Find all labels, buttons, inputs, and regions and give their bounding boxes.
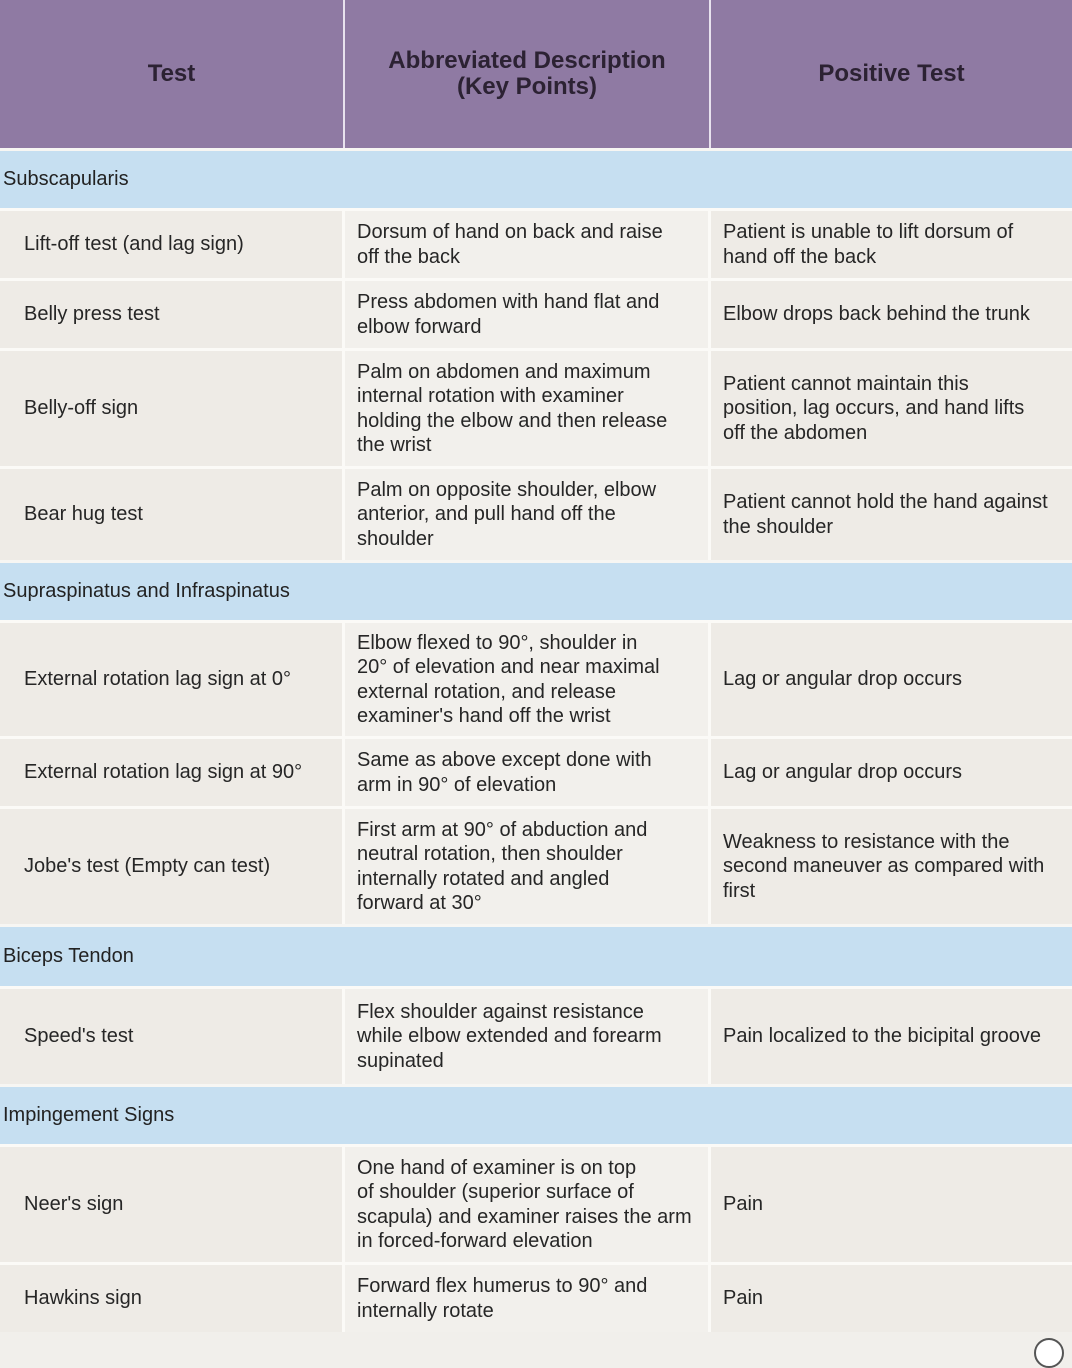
cell-test xyxy=(0,351,345,466)
cell-description-text: Same as above except done with arm in 90° of elevation xyxy=(357,749,652,796)
cell-test xyxy=(0,469,345,560)
header-test: Test xyxy=(0,0,345,148)
cell-test-text: Belly-off sign xyxy=(24,397,139,420)
cell-description xyxy=(345,623,711,736)
cell-test-text: Neer's sign xyxy=(24,1193,124,1216)
cell-description-text: Forward flex humerus to 90° and internally rotate xyxy=(357,1275,648,1322)
cell-positive-test xyxy=(711,989,1072,1084)
table-row xyxy=(0,806,1072,924)
cell-positive-test xyxy=(711,623,1072,736)
cell-description-text: Elbow flexed to 90°, shoulder in 20° of elevation and near maximal external rotation, and release examiner's hand off the wrist xyxy=(357,631,660,727)
cell-test xyxy=(0,739,345,806)
cell-positive-test xyxy=(711,1265,1072,1332)
cell-positive-test-text: Elbow drops back behind the trunk xyxy=(723,303,1030,326)
cell-test-text: Bear hug test xyxy=(24,503,143,526)
cell-description xyxy=(345,351,711,466)
cell-description xyxy=(345,1147,711,1262)
cell-positive-test xyxy=(711,809,1072,924)
cell-test xyxy=(0,623,345,736)
cell-positive-test xyxy=(711,281,1072,348)
section-header xyxy=(0,560,1072,620)
cell-test-text: Belly press test xyxy=(24,303,160,326)
table-row xyxy=(0,466,1072,560)
table-row xyxy=(0,986,1072,1084)
cell-test-text: Speed's test xyxy=(24,1025,134,1048)
cell-test xyxy=(0,281,345,348)
cell-positive-test-text: Weakness to resistance with the second maneuver as compared with first xyxy=(723,830,1045,902)
cell-description xyxy=(345,739,711,806)
table-row xyxy=(0,278,1072,348)
cell-description xyxy=(345,469,711,560)
cell-test-text: Jobe's test (Empty can test) xyxy=(24,855,271,878)
cell-description xyxy=(345,989,711,1084)
cell-test xyxy=(0,211,345,278)
cell-positive-test xyxy=(711,211,1072,278)
cell-test xyxy=(0,1265,345,1332)
cell-positive-test-text: Lag or angular drop occurs xyxy=(723,668,963,691)
cell-test-text: External rotation lag sign at 90° xyxy=(24,761,303,784)
cell-positive-test xyxy=(711,469,1072,560)
cell-test xyxy=(0,809,345,924)
cell-description xyxy=(345,281,711,348)
cell-description xyxy=(345,809,711,924)
cell-description-text: First arm at 90° of abduction and neutral rotation, then shoulder internally rotated and angled forward at 30° xyxy=(357,818,648,914)
section-header xyxy=(0,1084,1072,1144)
scroll-indicator-icon[interactable] xyxy=(1034,1338,1064,1368)
table-row xyxy=(0,348,1072,466)
cell-positive-test-text: Patient cannot maintain this position, lag occurs, and hand lifts off the abdomen xyxy=(723,372,1025,444)
cell-test xyxy=(0,989,345,1084)
cell-positive-test xyxy=(711,739,1072,806)
cell-test-text: Hawkins sign xyxy=(24,1287,142,1310)
table-row xyxy=(0,736,1072,806)
table-body xyxy=(0,148,1072,1332)
section-title: Subscapularis xyxy=(3,168,129,190)
cell-description xyxy=(345,1265,711,1332)
cell-positive-test xyxy=(711,351,1072,466)
cell-description-text: Dorsum of hand on back and raise off the back xyxy=(357,221,663,268)
cell-description-text: Palm on opposite shoulder, elbow anterior, and pull hand off the shoulder xyxy=(357,478,657,550)
cell-description-text: Palm on abdomen and maximum internal rotation with examiner holding the elbow and then release the wrist xyxy=(357,360,668,456)
cell-positive-test-text: Pain xyxy=(723,1193,764,1216)
cell-positive-test xyxy=(711,1147,1072,1262)
cell-positive-test-text: Patient cannot hold the hand against the shoulder xyxy=(723,491,1048,538)
cell-description xyxy=(345,211,711,278)
cell-positive-test-text: Pain xyxy=(723,1287,764,1310)
table-header xyxy=(0,0,1072,148)
cell-description-text: Flex shoulder against resistance while elbow extended and forearm supinated xyxy=(357,1000,662,1072)
cell-positive-test-text: Lag or angular drop occurs xyxy=(723,761,963,784)
cell-description-text: One hand of examiner is on top of shoulder (superior surface of scapula) and examiner raises the arm in forced-forward elevation xyxy=(357,1156,692,1252)
header-description: Abbreviated Description (Key Points) xyxy=(345,0,711,148)
cell-test-text: External rotation lag sign at 0° xyxy=(24,668,292,691)
header-positive-test: Positive Test xyxy=(818,60,965,87)
table-row xyxy=(0,1144,1072,1262)
table-row xyxy=(0,620,1072,736)
section-title: Biceps Tendon xyxy=(3,945,134,967)
cell-positive-test-text: Pain localized to the bicipital groove xyxy=(723,1025,1041,1048)
section-header xyxy=(0,924,1072,986)
section-header xyxy=(0,148,1072,208)
cell-positive-test-text: Patient is unable to lift dorsum of hand off the back xyxy=(723,221,1014,268)
section-title: Supraspinatus and Infraspinatus xyxy=(3,580,290,602)
table-row xyxy=(0,208,1072,278)
cell-test xyxy=(0,1147,345,1262)
section-title: Impingement Signs xyxy=(3,1104,175,1126)
table-row xyxy=(0,1262,1072,1332)
cell-test-text: Lift-off test (and lag sign) xyxy=(24,233,244,256)
cell-description-text: Press abdomen with hand flat and elbow forward xyxy=(357,291,660,338)
